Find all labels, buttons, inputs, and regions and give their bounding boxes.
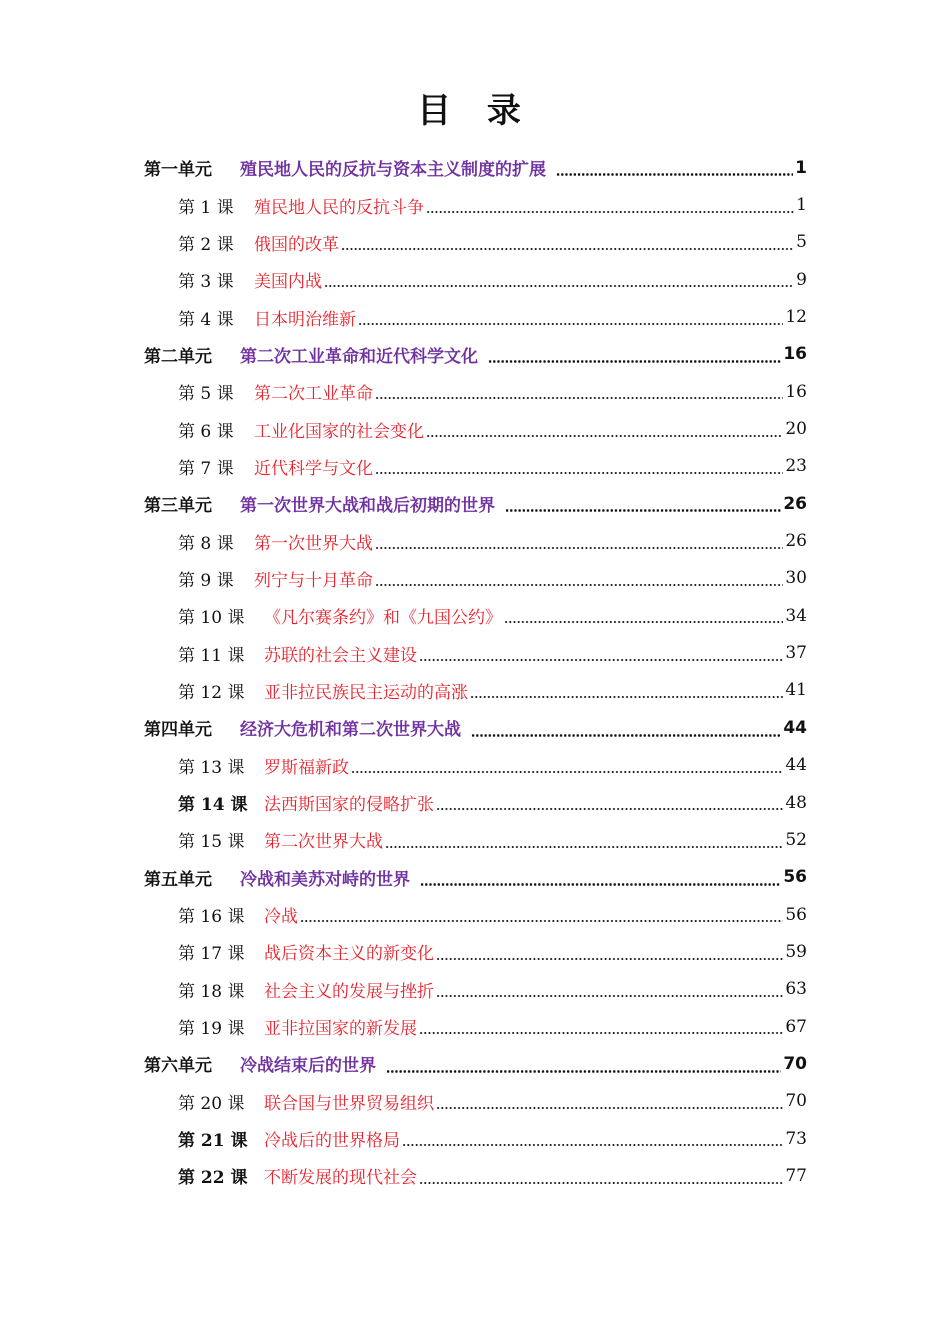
dot-leader [341,248,794,250]
unit-number: 第三单元 [144,496,212,517]
toc-unit-1[interactable] [0,149,950,186]
dot-leader [505,509,781,512]
dot-leader [419,1182,783,1184]
lesson-page-number: 5 [796,232,807,253]
lesson-page-number: 77 [785,1165,807,1186]
lesson-page-number: 12 [785,307,807,328]
dot-leader [436,808,783,810]
lesson-number: 第 12 课 [178,682,245,703]
lesson-title: 亚非拉国家的新发展 [264,1019,417,1040]
unit-title: 第二次工业革命和近代科学文化 [240,346,478,367]
lesson-number: 第 17 课 [178,944,245,965]
lesson-number: 第 21 课 [178,1131,248,1152]
toc-unit-5[interactable] [0,859,950,896]
dot-leader [471,734,781,737]
dot-leader [358,323,783,325]
toc-lesson-15[interactable] [0,821,950,858]
lesson-number: 第 2 课 [178,234,234,255]
lesson-title: 美国内战 [254,272,322,293]
toc-lesson-8[interactable] [0,522,950,559]
table-of-contents [0,149,950,1195]
toc-lesson-4[interactable] [0,298,950,335]
unit-title: 殖民地人民的反抗与资本主义制度的扩展 [240,160,546,181]
lesson-title: 战后资本主义的新变化 [264,944,434,965]
toc-lesson-3[interactable] [0,261,950,298]
dot-leader [488,360,781,363]
lesson-title: 亚非拉民族民主运动的高涨 [264,682,468,703]
lesson-title: 俄国的改革 [254,234,339,255]
toc-unit-2[interactable] [0,336,950,373]
lesson-number: 第 20 课 [178,1093,245,1114]
unit-page-number: 44 [783,717,807,738]
lesson-title: 苏联的社会主义建设 [264,645,417,666]
lesson-page-number: 1 [796,195,807,216]
lesson-number: 第 10 课 [178,608,245,629]
unit-page-number: 70 [783,1053,807,1074]
lesson-page-number: 41 [785,680,807,701]
toc-lesson-7[interactable] [0,448,950,485]
lesson-number: 第 9 课 [178,570,234,591]
toc-lesson-13[interactable] [0,747,950,784]
dot-leader [402,1144,783,1146]
dot-leader [375,472,783,474]
lesson-page-number: 34 [785,605,807,626]
lesson-page-number: 26 [785,531,807,552]
dot-leader [324,285,794,287]
unit-number: 第二单元 [144,346,212,367]
lesson-page-number: 67 [785,1016,807,1037]
dot-leader [375,397,783,399]
toc-lesson-16[interactable] [0,896,950,933]
dot-leader [385,846,783,848]
toc-lesson-22[interactable] [0,1157,950,1194]
toc-lesson-17[interactable] [0,933,950,970]
dot-leader [419,1032,783,1034]
lesson-number: 第 15 课 [178,832,245,853]
dot-leader [375,547,783,549]
lesson-title: 第二次工业革命 [254,384,373,405]
unit-title: 经济大危机和第二次世界大战 [240,720,461,741]
toc-lesson-5[interactable] [0,373,950,410]
toc-unit-3[interactable] [0,485,950,522]
lesson-page-number: 30 [785,568,807,589]
toc-unit-4[interactable] [0,709,950,746]
dot-leader [300,920,783,922]
lesson-title: 第一次世界大战 [254,533,373,554]
lesson-title: 冷战后的世界格局 [264,1131,400,1152]
lesson-number: 第 19 课 [178,1019,245,1040]
toc-lesson-2[interactable] [0,224,950,261]
toc-lesson-14[interactable] [0,784,950,821]
unit-page-number: 1 [795,157,807,178]
dot-leader [375,584,783,586]
unit-number: 第一单元 [144,160,212,181]
lesson-page-number: 63 [785,979,807,1000]
dot-leader [436,958,783,960]
unit-number: 第五单元 [144,869,212,890]
unit-page-number: 16 [783,344,807,365]
lesson-page-number: 37 [785,643,807,664]
lesson-page-number: 9 [796,269,807,290]
toc-lesson-11[interactable] [0,634,950,671]
lesson-page-number: 73 [785,1128,807,1149]
unit-number: 第六单元 [144,1056,212,1077]
lesson-number: 第 22 课 [178,1168,248,1189]
dot-leader [436,995,783,997]
lesson-page-number: 44 [785,755,807,776]
dot-leader [386,1070,781,1073]
toc-lesson-10[interactable] [0,597,950,634]
dot-leader [556,173,793,176]
lesson-number: 第 13 课 [178,757,245,778]
page-title: 目 录 [417,91,533,131]
dot-leader [436,1107,783,1109]
lesson-number: 第 16 课 [178,907,245,928]
unit-number: 第四单元 [144,720,212,741]
dot-leader [351,771,783,773]
lesson-title: 《凡尔赛条约》和《九国公约》 [264,608,502,629]
lesson-title: 殖民地人民的反抗斗争 [254,197,424,218]
lesson-number: 第 4 课 [178,309,234,330]
lesson-page-number: 16 [785,381,807,402]
lesson-number: 第 18 课 [178,981,245,1002]
lesson-page-number: 59 [785,941,807,962]
toc-lesson-9[interactable] [0,560,950,597]
unit-page-number: 56 [783,867,807,888]
lesson-number: 第 5 课 [178,384,234,405]
lesson-title: 近代科学与文化 [254,458,373,479]
toc-unit-6[interactable] [0,1045,950,1082]
toc-lesson-12[interactable] [0,672,950,709]
lesson-title: 日本明治维新 [254,309,356,330]
lesson-title: 社会主义的发展与挫折 [264,981,434,1002]
lesson-page-number: 70 [785,1091,807,1112]
lesson-title: 列宁与十月革命 [254,570,373,591]
dot-leader [426,211,794,213]
lesson-number: 第 8 课 [178,533,234,554]
lesson-title: 法西斯国家的侵略扩张 [264,795,434,816]
lesson-title: 工业化国家的社会变化 [254,421,424,442]
lesson-page-number: 56 [785,904,807,925]
lesson-number: 第 7 课 [178,458,234,479]
lesson-number: 第 11 课 [178,645,245,666]
toc-lesson-6[interactable] [0,410,950,447]
toc-lesson-20[interactable] [0,1083,950,1120]
lesson-page-number: 48 [785,792,807,813]
lesson-number: 第 6 课 [178,421,234,442]
toc-lesson-18[interactable] [0,971,950,1008]
lesson-page-number: 23 [785,456,807,477]
lesson-title: 不断发展的现代社会 [264,1168,417,1189]
dot-leader [426,435,783,437]
unit-title: 冷战结束后的世界 [240,1056,376,1077]
dot-leader [470,696,783,698]
lesson-number: 第 3 课 [178,272,234,293]
toc-lesson-19[interactable] [0,1008,950,1045]
toc-lesson-1[interactable] [0,186,950,223]
dot-leader [420,883,781,886]
lesson-page-number: 52 [785,829,807,850]
lesson-title: 第二次世界大战 [264,832,383,853]
unit-page-number: 26 [783,493,807,514]
unit-title: 冷战和美苏对峙的世界 [240,869,410,890]
dot-leader [419,659,783,661]
unit-title: 第一次世界大战和战后初期的世界 [240,496,495,517]
lesson-page-number: 20 [785,419,807,440]
lesson-title: 联合国与世界贸易组织 [264,1093,434,1114]
dot-leader [504,621,783,623]
lesson-number: 第 1 课 [178,197,234,218]
lesson-title: 冷战 [264,907,298,928]
toc-lesson-21[interactable] [0,1120,950,1157]
lesson-number: 第 14 课 [178,795,248,816]
lesson-title: 罗斯福新政 [264,757,349,778]
